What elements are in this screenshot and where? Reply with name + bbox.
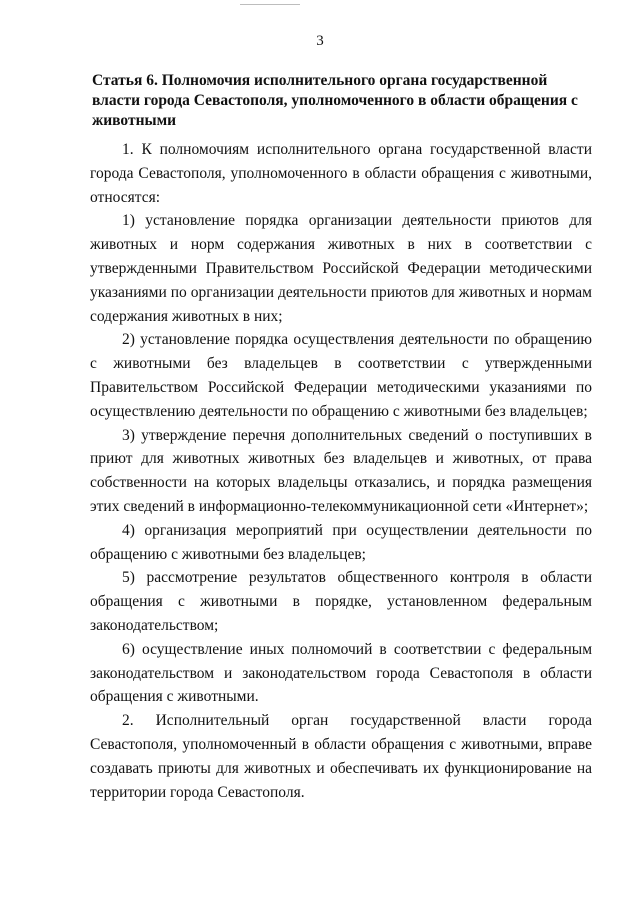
list-item-6: 6) осуществление иных полномочий в соответствии с федеральным законодательством и законодательством города Севастополя в области обращения с животными. xyxy=(90,640,592,706)
article-heading xyxy=(92,71,592,131)
scan-artifact xyxy=(240,4,300,5)
list-item-1: 1) установление порядка организации деятельности приютов для животных и норм содержания животных в них в соответствии с утвержденными Правительством Российской Федерации методическими указаниями по организации деятельности приютов для животных и нормам содержания животных в них; xyxy=(90,212,592,325)
list-item-3: 3) утверждение перечня дополнительных сведений о поступивших в приют для животных животных без владельцев и животных, от права собственности на которых владельцы отказались, и порядка размещения этих сведений в информационно-телекоммуникационной сети «Интернет»; xyxy=(90,426,592,515)
list-item-5: 5) рассмотрение результатов общественного контроля в области обращения с животными в порядке, установленном федеральным законодательством; xyxy=(90,569,592,634)
article-label: Статья 6. xyxy=(92,72,158,89)
article-body xyxy=(90,138,592,804)
paragraph-2: 2. Исполнительный орган государственной власти города Севастополя, уполномоченный в области обращения с животными, вправе создавать приюты для животных и обеспечивать их функционирование на территории города Севастополя. xyxy=(90,712,592,801)
paragraph-1: 1. К полномочиям исполнительного органа государственной власти города Севастополя, уполномоченного в области обращения с животными, относятся: xyxy=(90,141,592,206)
article-title: Полномочия исполнительного органа государственной власти города Севастополя, уполномоченного в области обращения с животными xyxy=(92,72,578,129)
list-item-2: 2) установление порядка осуществления деятельности по обращению с животными без владельцев в соответствии с утвержденными Правительством Российской Федерации методическими указаниями по осуществлению деятельности по обращению с животными без владельцев; xyxy=(90,331,592,420)
page-number: 3 xyxy=(316,33,324,49)
list-item-4: 4) организация мероприятий при осуществлении деятельности по обращению с животными без владельцев; xyxy=(90,521,592,563)
